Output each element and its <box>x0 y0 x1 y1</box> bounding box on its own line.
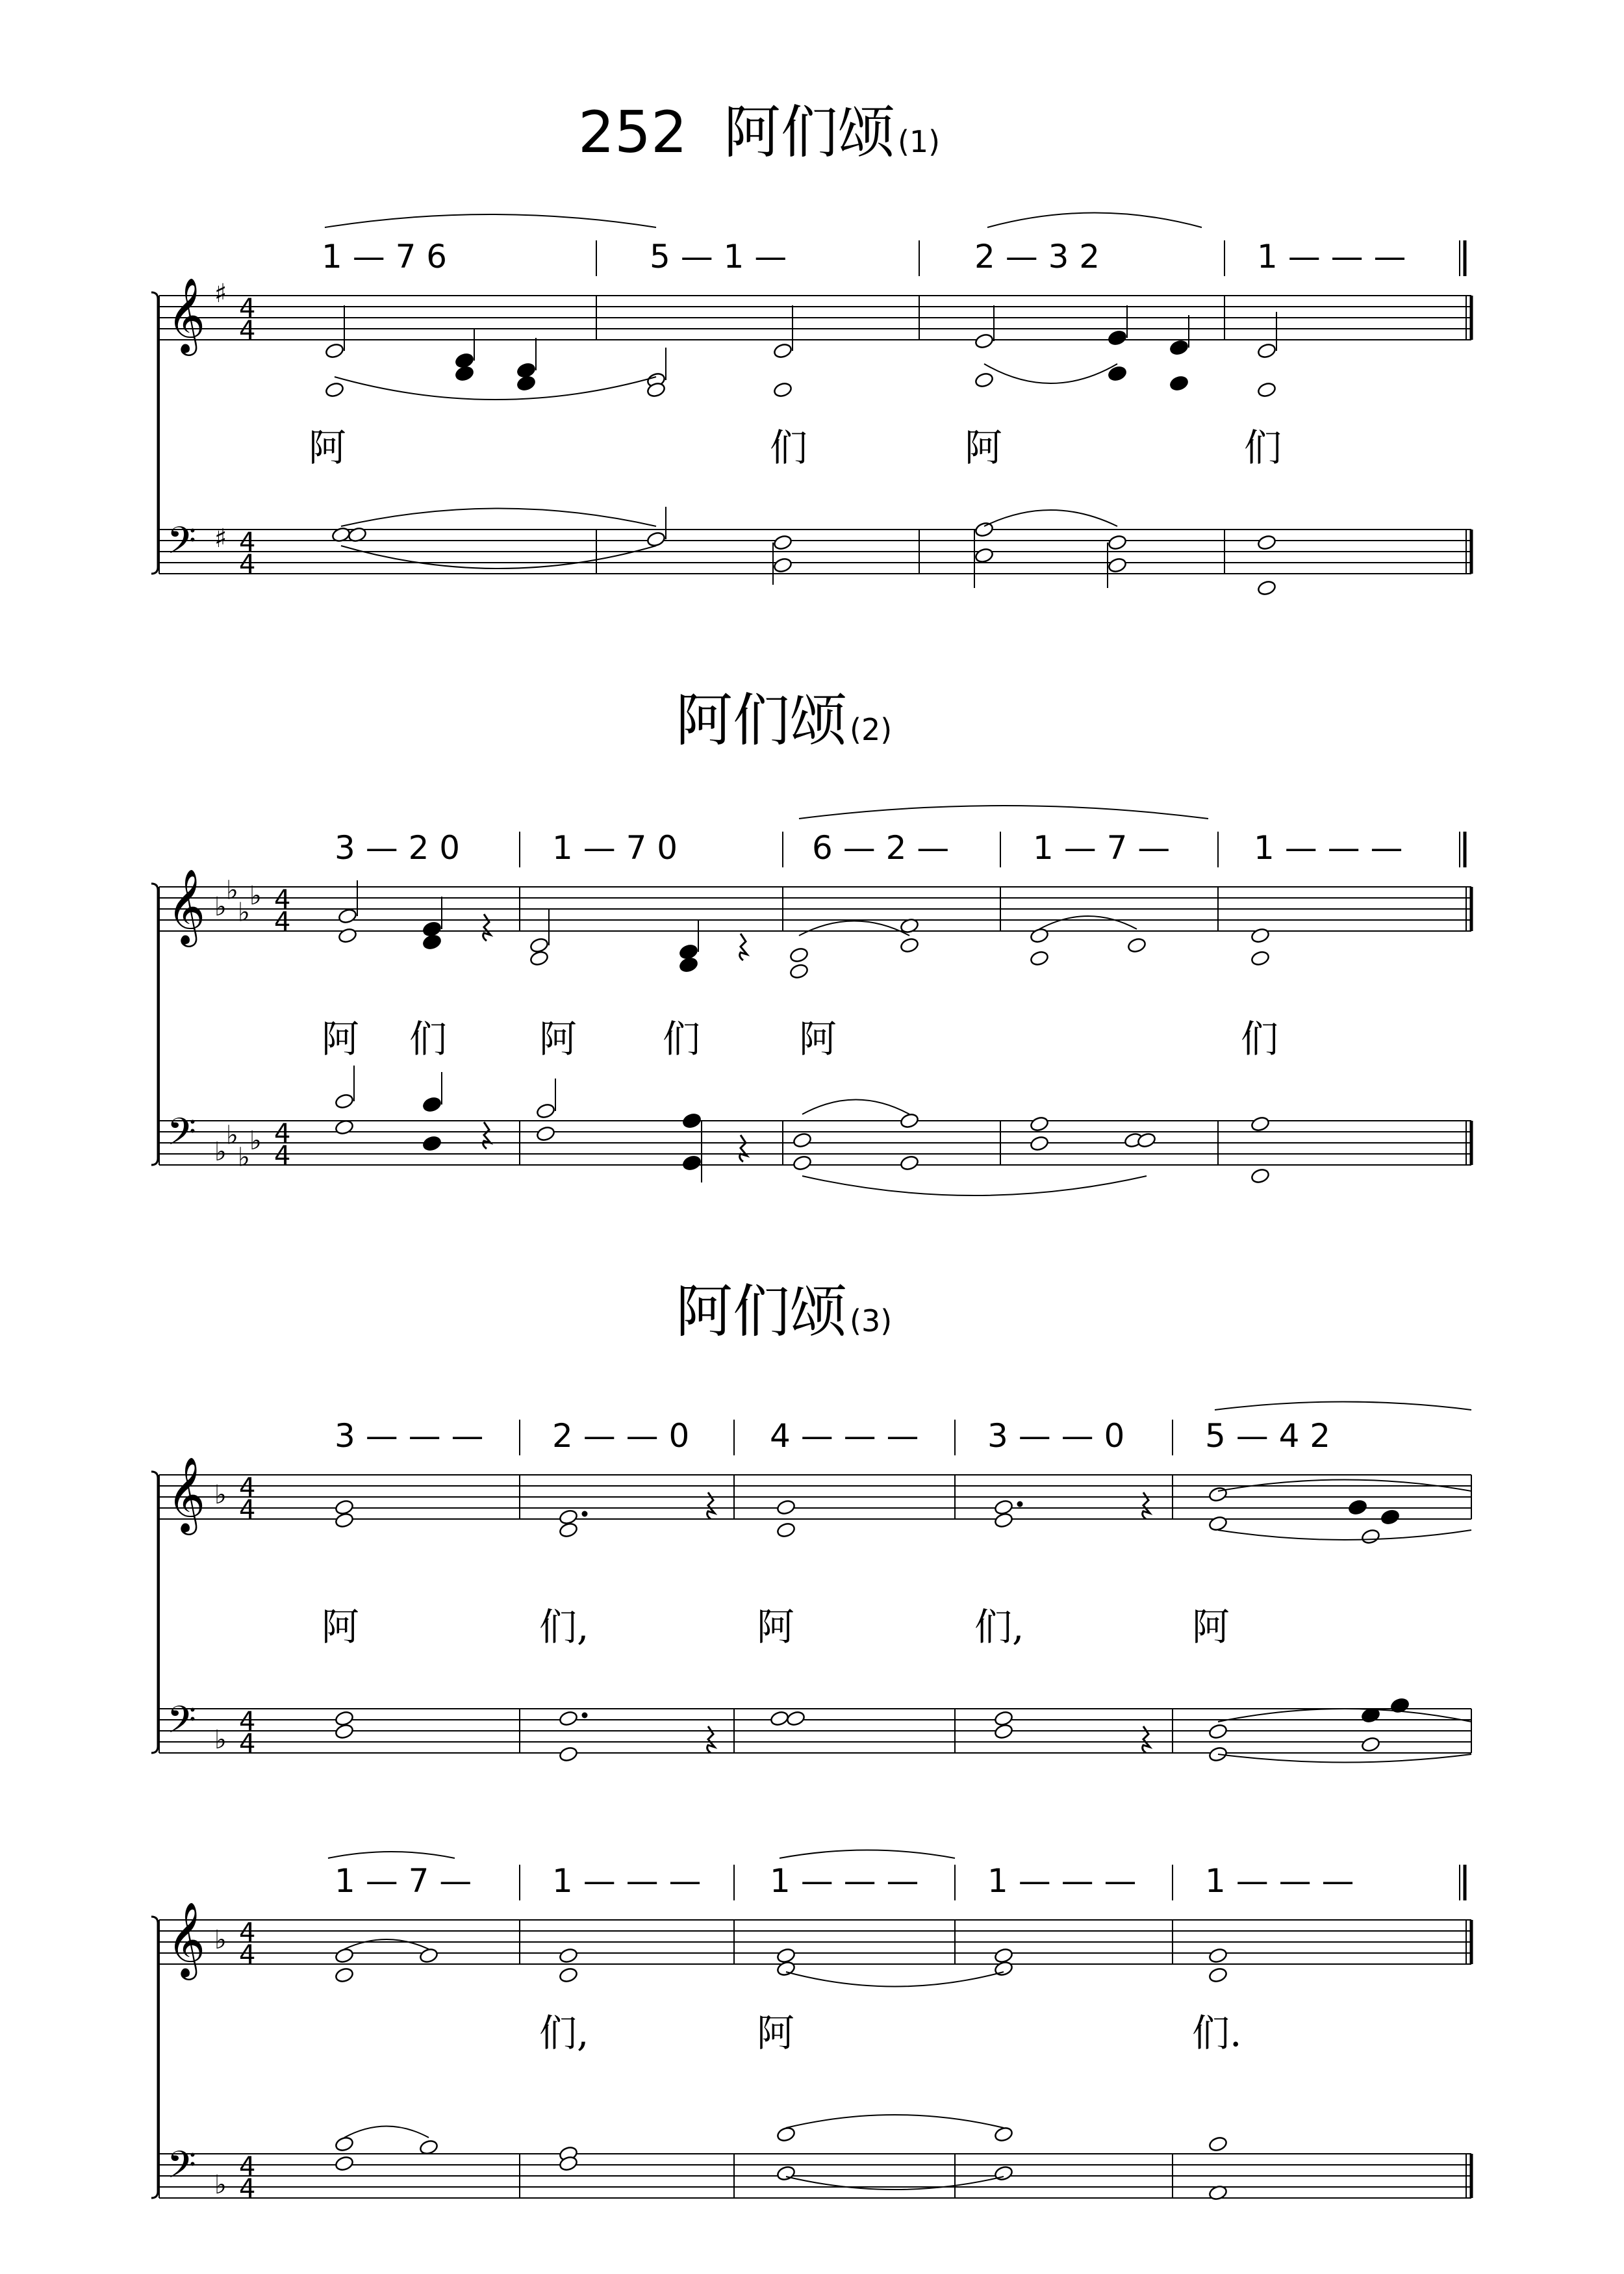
note-head <box>455 352 475 369</box>
system-brace <box>151 1917 158 2198</box>
hymn-title-text: 阿们颂 <box>723 99 895 166</box>
note-head <box>994 1960 1014 1977</box>
time-signature-bottom: 4 <box>239 1729 256 1759</box>
note-head <box>770 1710 790 1727</box>
note-head <box>335 1499 355 1516</box>
time-signature-bottom: 4 <box>239 1495 256 1525</box>
note-head <box>679 956 699 973</box>
note-head <box>776 1499 796 1516</box>
note-head <box>335 2155 355 2172</box>
note-head <box>679 943 699 960</box>
note-head <box>422 1135 442 1152</box>
time-signature-bottom: 4 <box>239 2174 256 2204</box>
lyric-syllable: 们 <box>663 1017 701 1061</box>
hymn-title-suffix: (1) <box>897 124 941 159</box>
dot <box>1017 1501 1022 1507</box>
jianpu-measure: 1 — 7 0 <box>552 829 678 867</box>
note-head <box>994 2126 1014 2143</box>
flat-icon: ♭ <box>214 1137 227 1167</box>
note-head <box>338 927 358 944</box>
note-head <box>974 547 995 564</box>
note-head <box>1250 1116 1271 1132</box>
slur <box>328 1852 455 1858</box>
note-head <box>335 1093 355 1110</box>
bass-clef-icon: 𝄢 <box>167 1110 197 1163</box>
sharp-icon: ♯ <box>214 279 227 309</box>
flat-icon: ♭ <box>238 1142 250 1173</box>
time-signature-top: 4 <box>239 294 256 324</box>
note-head <box>335 1967 355 1984</box>
note-head <box>1169 339 1189 356</box>
flat-icon: ♭ <box>214 1925 227 1955</box>
jianpu-measure: 2 — 3 2 <box>974 238 1100 275</box>
jianpu-measure: 1 — — — <box>1257 238 1406 275</box>
quarter-rest <box>740 1135 747 1162</box>
jianpu-measure: 1 — — — <box>770 1862 919 1900</box>
note-head <box>974 372 995 389</box>
treble-clef-icon: 𝄞 <box>167 277 206 353</box>
slur <box>1039 916 1137 929</box>
note-head <box>776 1960 796 1977</box>
jianpu-measure: 5 — 1 — <box>650 238 787 275</box>
slur <box>984 510 1117 526</box>
slur <box>344 2127 429 2138</box>
note-head <box>776 1947 796 1964</box>
flat-icon: ♭ <box>214 892 227 922</box>
note-head <box>1348 1499 1368 1516</box>
note-head <box>335 1512 355 1529</box>
lyric-syllable: 阿 <box>1192 1605 1230 1649</box>
note-head <box>325 381 345 398</box>
lyric-syllable: 们, <box>974 1605 1024 1649</box>
note-head <box>529 937 550 954</box>
note-head <box>536 1125 556 1142</box>
note-head <box>559 1522 579 1539</box>
jianpu-measure: 1 — 7 6 <box>322 238 448 275</box>
note-head <box>1127 937 1147 954</box>
note-head <box>559 1947 579 1964</box>
flat-icon: ♭ <box>214 1725 227 1755</box>
note-head <box>422 921 442 938</box>
note-head <box>422 934 442 951</box>
lyric-syllable: 们 <box>409 1017 448 1061</box>
note-head <box>994 1710 1014 1727</box>
note-head <box>773 381 793 398</box>
note-head <box>789 947 809 964</box>
jianpu-measure: 1 — — — <box>1205 1862 1354 1900</box>
quarter-rest <box>483 1122 490 1149</box>
flat-icon: ♭ <box>226 875 238 906</box>
slur <box>1218 1754 1471 1763</box>
lyric-syllable: 阿 <box>322 1017 360 1061</box>
note-head <box>776 2126 796 2143</box>
note-head <box>1257 381 1277 398</box>
flat-icon: ♭ <box>238 897 250 928</box>
lyric-syllable: 们, <box>539 1605 589 1649</box>
slur <box>335 377 656 400</box>
note-head <box>789 963 809 980</box>
lyric-syllable: 阿 <box>322 1605 360 1649</box>
note-head <box>1257 342 1277 359</box>
jianpu-measure: 1 — 7 — <box>1033 829 1171 867</box>
flat-icon: ♭ <box>214 2170 227 2200</box>
note-head <box>900 1155 920 1171</box>
note-head <box>1030 927 1050 944</box>
note-head <box>1208 1486 1228 1503</box>
note-head <box>335 1947 355 1964</box>
note-head <box>773 534 793 551</box>
note-head <box>1030 1135 1050 1152</box>
note-head <box>335 2136 355 2153</box>
note-head <box>1169 375 1189 392</box>
note-head <box>559 1967 579 1984</box>
slur <box>802 1100 909 1115</box>
system-brace <box>151 292 158 574</box>
time-signature-bottom: 4 <box>274 1141 291 1171</box>
note-head <box>776 1522 796 1539</box>
slur <box>987 213 1202 228</box>
lyric-syllable: 阿 <box>757 2011 795 2055</box>
time-signature-top: 4 <box>274 1119 291 1149</box>
note-head <box>1208 1515 1228 1532</box>
time-signature-bottom: 4 <box>274 907 291 937</box>
bass-clef-icon: 𝄢 <box>167 2143 197 2196</box>
hymn-title-suffix: (3) <box>850 1303 893 1338</box>
jianpu-measure: 3 — 2 0 <box>335 829 461 867</box>
note-head <box>1108 329 1128 346</box>
note-head <box>682 1112 702 1129</box>
note-head <box>529 950 550 967</box>
slur <box>344 1939 429 1949</box>
note-head <box>1380 1509 1401 1526</box>
note-head <box>559 1710 579 1727</box>
lyric-syllable: 们, <box>539 2011 589 2055</box>
note-head <box>994 1947 1014 1964</box>
note-head <box>1108 557 1128 574</box>
note-head <box>325 342 345 359</box>
note-head <box>419 1947 439 1964</box>
slur <box>799 806 1208 819</box>
time-signature-top: 4 <box>239 528 256 557</box>
note-head <box>1250 1168 1271 1184</box>
slur <box>341 509 656 527</box>
note-head <box>1361 1528 1381 1545</box>
flat-icon: ♭ <box>249 1126 262 1156</box>
note-head <box>516 362 537 379</box>
note-head <box>1208 1967 1228 1984</box>
treble-clef-icon: 𝄞 <box>167 1456 206 1532</box>
note-head <box>793 1132 813 1149</box>
note-head <box>994 1499 1014 1516</box>
note-head <box>1257 580 1277 596</box>
note-head <box>516 375 537 392</box>
jianpu-measure: 6 — 2 — <box>812 829 950 867</box>
lyric-syllable: 阿 <box>539 1017 577 1061</box>
slur <box>1218 1530 1471 1540</box>
note-head <box>559 1746 579 1763</box>
lyric-syllable: 们. <box>1192 2011 1242 2055</box>
treble-clef-icon: 𝄞 <box>167 1901 206 1977</box>
note-head <box>1030 950 1050 967</box>
time-signature-bottom: 4 <box>239 316 256 346</box>
time-signature-top: 4 <box>239 1707 256 1737</box>
note-head <box>422 1096 442 1113</box>
lyric-syllable: 阿 <box>965 426 1003 470</box>
hymn-title-text: 阿们颂 <box>676 687 848 754</box>
system-brace <box>151 884 158 1165</box>
note-head <box>773 557 793 574</box>
slur <box>780 1850 955 1859</box>
note-head <box>338 908 358 925</box>
note-head <box>1257 534 1277 551</box>
note-head <box>646 531 666 548</box>
jianpu-measure: 1 — — — <box>552 1862 702 1900</box>
slur <box>325 214 656 227</box>
jianpu-measure: 1 — — — <box>1254 829 1403 867</box>
quarter-rest <box>740 934 747 960</box>
lyric-syllable: 们 <box>1241 1017 1279 1061</box>
flat-icon: ♭ <box>249 881 262 911</box>
dot <box>582 1511 587 1516</box>
slur <box>799 921 909 936</box>
system-brace <box>151 1472 158 1753</box>
lyric-syllable: 阿 <box>799 1017 837 1061</box>
slur <box>984 364 1117 383</box>
hymn-title-text: 阿们颂 <box>676 1278 848 1345</box>
note-head <box>455 365 475 382</box>
jianpu-measure: 1 — — — <box>987 1862 1137 1900</box>
note-head <box>793 1155 813 1171</box>
jianpu-measure: 3 — — — <box>335 1417 484 1455</box>
slur <box>786 2115 1004 2128</box>
note-head <box>1250 950 1271 967</box>
lyric-syllable: 们 <box>1244 426 1282 470</box>
note-head <box>994 1723 1014 1740</box>
note-head <box>994 1512 1014 1529</box>
slur <box>786 1972 1004 1987</box>
jianpu-measure: 4 — — — <box>770 1417 919 1455</box>
note-head <box>682 1155 702 1171</box>
note-head <box>1208 1947 1228 1964</box>
note-head <box>1208 1723 1228 1740</box>
slur <box>1215 1402 1471 1411</box>
note-head <box>335 1723 355 1740</box>
time-signature-top: 4 <box>274 885 291 915</box>
bass-clef-icon: 𝄢 <box>167 1698 197 1751</box>
time-signature-top: 4 <box>239 1473 256 1503</box>
slur <box>341 546 656 568</box>
dot <box>582 1713 587 1718</box>
note-head <box>994 2165 1014 2182</box>
sharp-icon: ♯ <box>214 524 227 554</box>
note-head <box>786 1710 806 1727</box>
time-signature-top: 4 <box>239 1918 256 1948</box>
slur <box>802 1176 1147 1195</box>
note-head <box>1208 2136 1228 2153</box>
jianpu-measure: 5 — 4 2 <box>1205 1417 1331 1455</box>
lyric-syllable: 们 <box>770 426 808 470</box>
note-head <box>900 937 920 954</box>
jianpu-measure: 3 — — 0 <box>987 1417 1125 1455</box>
note-head <box>1250 927 1271 944</box>
time-signature-bottom: 4 <box>239 1940 256 1970</box>
note-head <box>974 333 995 350</box>
note-head <box>559 1509 579 1526</box>
lyric-syllable: 阿 <box>757 1605 795 1649</box>
note-head <box>1361 1736 1381 1753</box>
note-head <box>335 1710 355 1727</box>
note-head <box>900 1112 920 1129</box>
hymn-number: 252 <box>578 99 687 166</box>
note-head <box>776 2165 796 2182</box>
time-signature-top: 4 <box>239 2152 256 2182</box>
hymn-title-suffix: (2) <box>850 712 893 747</box>
note-head <box>1030 1116 1050 1132</box>
bass-clef-icon: 𝄢 <box>167 518 197 572</box>
flat-icon: ♭ <box>214 1480 227 1510</box>
note-head <box>536 1103 556 1119</box>
note-head <box>773 342 793 359</box>
note-head <box>1108 534 1128 551</box>
jianpu-measure: 1 — 7 — <box>335 1862 472 1900</box>
quarter-rest <box>483 914 490 941</box>
lyric-syllable: 阿 <box>309 426 347 470</box>
treble-clef-icon: 𝄞 <box>167 868 206 944</box>
jianpu-measure: 2 — — 0 <box>552 1417 690 1455</box>
time-signature-bottom: 4 <box>239 550 256 580</box>
flat-icon: ♭ <box>226 1120 238 1151</box>
